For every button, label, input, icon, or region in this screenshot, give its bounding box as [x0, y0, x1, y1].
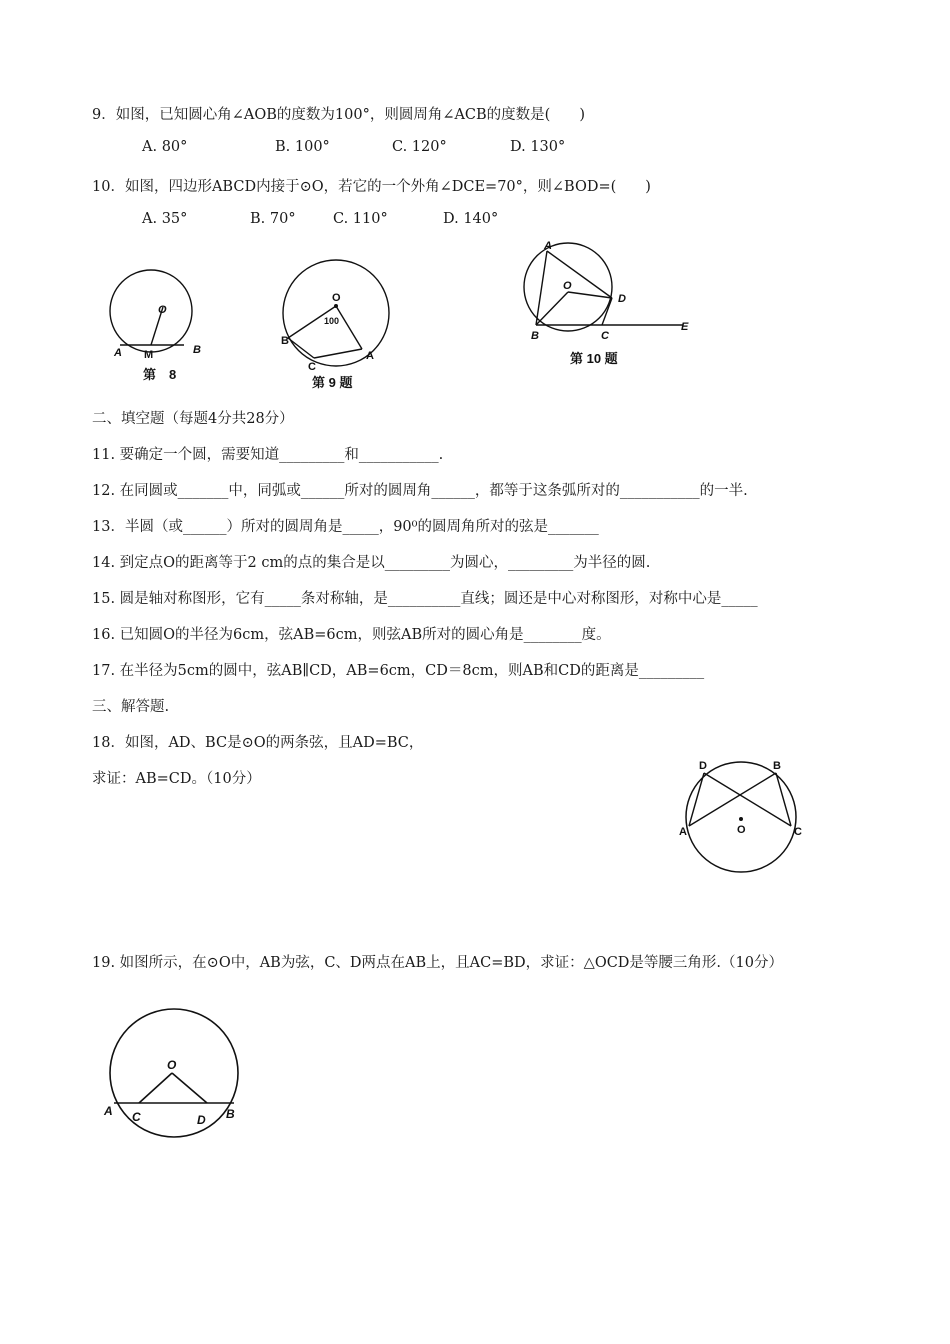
fig10-caption: 第 10 题 — [570, 351, 618, 366]
q9-option-b: B. 100° — [275, 139, 330, 155]
question-15: 15. 圆是轴对称图形，它有_____条对称轴，是__________直线；圆还是中心对称图形，对称中心是_____ — [92, 591, 758, 607]
fig18-label-a: A — [679, 826, 687, 838]
figure-9 — [275, 258, 425, 393]
fig10-label-b: B — [531, 330, 539, 342]
fig19-segment-oc — [139, 1073, 172, 1103]
fig19-label-c: C — [132, 1110, 141, 1124]
fig19-circle — [110, 1009, 238, 1137]
question-10: 10．如图，四边形ABCD内接于⊙O，若它的一个外角∠DCE=70°，则∠BOD=( ) — [92, 179, 651, 195]
fig9-label-angle: 100 — [324, 316, 340, 326]
question-11: 11. 要确定一个圆，需要知道_________和___________. — [92, 447, 444, 463]
q10-option-b: B. 70° — [250, 211, 296, 227]
fig9-chord-bc — [288, 338, 314, 358]
question-16: 16. 已知圆O的半径为6cm，弦AB=6cm，则弦AB所对的圆心角是________度。 — [92, 627, 611, 643]
question-9: 9．如图，已知圆心角∠AOB的度数为100°，则圆周角∠ACB的度数是( ) — [92, 107, 585, 123]
fig19-label-o: O — [167, 1058, 177, 1072]
question-14: 14. 到定点O的距离等于2 cm的点的集合是以_________为圆心，_________为半径的圆. — [92, 555, 651, 571]
fig9-caption: 第 9 题 — [312, 375, 353, 390]
fig19-label-b: B — [226, 1107, 235, 1121]
question-19: 19. 如图所示，在⊙O中，AB为弦，C、D两点在AB上，且AC=BD，求证：△OCD是等腰三角形.（10分） — [92, 955, 783, 971]
q9-option-d: D. 130° — [510, 139, 566, 155]
section-3-heading: 三、解答题. — [92, 699, 170, 715]
question-17: 17. 在半径为5cm的圆中，弦AB∥CD，AB=6cm，CD＝8cm，则AB和CD的距离是_________ — [92, 663, 705, 679]
fig9-radius-oa — [336, 306, 362, 349]
fig10-label-c: C — [601, 330, 609, 342]
fig10-label-a: A — [544, 240, 552, 252]
fig18-label-d: D — [699, 760, 707, 772]
fig9-label-b: B — [281, 335, 289, 347]
fig18-center-dot — [739, 817, 743, 821]
fig18-label-b: B — [773, 760, 781, 772]
fig10-label-o: O — [563, 280, 572, 292]
fig18-label-c: C — [794, 826, 802, 838]
fig10-side-ad — [547, 251, 612, 298]
section-2-heading: 二、填空题（每题4分共28分） — [92, 411, 294, 427]
fig8-label-a: A — [114, 347, 122, 359]
fig10-side-ab — [536, 251, 547, 325]
fig19-label-a: A — [104, 1104, 113, 1118]
fig8-label-m: M — [144, 349, 154, 361]
fig19-label-d: D — [197, 1113, 206, 1127]
fig9-label-c: C — [308, 361, 316, 373]
fig8-label-o: O — [158, 304, 167, 316]
fig8-caption: 第 8 — [143, 367, 177, 382]
q9-option-a: A. 80° — [142, 139, 188, 155]
figure-18 — [675, 756, 815, 878]
figure-10 — [518, 240, 698, 370]
q9-option-c: C. 120° — [392, 139, 447, 155]
fig9-label-o: O — [332, 292, 341, 304]
fig8-label-b: B — [193, 344, 201, 356]
fig18-label-o: O — [737, 824, 746, 836]
fig10-label-e: E — [681, 321, 689, 333]
figure-19 — [100, 1008, 260, 1143]
fig19-segment-od — [172, 1073, 207, 1103]
fig10-side-dc — [602, 298, 612, 325]
figure-8 — [100, 262, 230, 387]
question-18-line-1: 18．如图，AD、BC是⊙O的两条弦，且AD=BC， — [92, 735, 424, 751]
question-18-line-2: 求证：AB=CD。（10分） — [92, 771, 261, 787]
q10-option-c: C. 110° — [333, 211, 388, 227]
question-12: 12. 在同圆或_______中，同弧或______所对的圆周角______，都等于这条弧所对的___________的一半. — [92, 483, 748, 499]
fig8-circle — [110, 270, 192, 352]
question-13: 13．半圆（或______）所对的圆周角是_____，90⁰的圆周角所对的弦是_______ — [92, 519, 599, 535]
fig9-label-a: A — [366, 350, 374, 362]
q10-option-a: A. 35° — [142, 211, 188, 227]
fig9-chord-ca — [314, 349, 362, 358]
fig10-label-d: D — [618, 293, 626, 305]
q10-option-d: D. 140° — [443, 211, 499, 227]
